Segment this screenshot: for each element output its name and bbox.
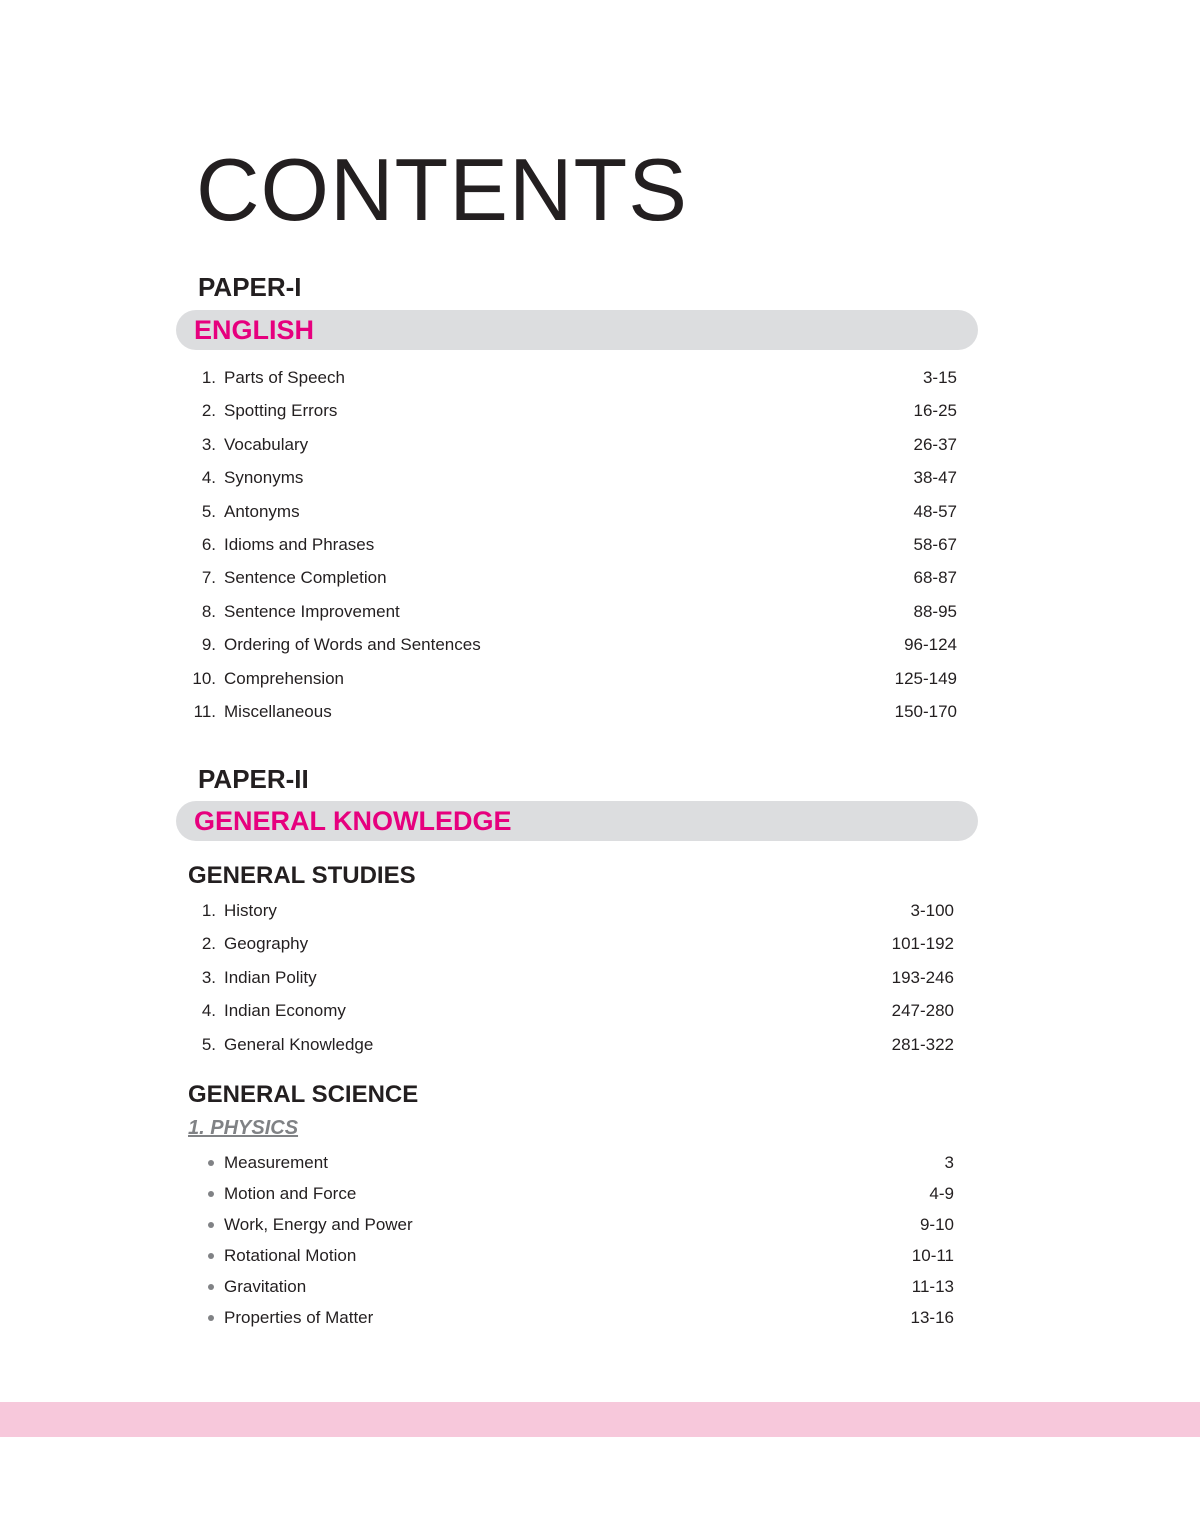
toc-item-number: 1.	[201, 368, 216, 387]
toc-item-title: Ordering of Words and Sentences	[224, 635, 481, 655]
toc-item-title: Sentence Completion	[224, 568, 387, 588]
bullet-icon	[208, 1284, 214, 1290]
toc-row	[192, 428, 957, 461]
toc-row	[204, 1271, 954, 1302]
toc-item-number: 10.	[192, 668, 216, 688]
toc-item-title: Comprehension	[224, 668, 345, 688]
toc-row	[204, 1209, 954, 1240]
toc-item-pages: 10-11	[911, 1246, 954, 1265]
toc-item-number: 5.	[201, 1034, 216, 1054]
toc-item-title: Synonyms	[224, 468, 304, 488]
paper-2-label: PAPER-II	[198, 764, 309, 794]
toc-item-title: Rotational Motion	[224, 1246, 357, 1265]
toc-row	[192, 461, 957, 494]
toc-item-number: 3.	[201, 434, 216, 454]
toc-row	[204, 1240, 954, 1271]
general-studies-toc-list	[192, 894, 954, 1061]
toc-item-pages: 3	[944, 1153, 954, 1172]
toc-item-pages: 150-170	[894, 701, 957, 721]
toc-item-pages: 96-124	[904, 635, 957, 655]
toc-item-title: Gravitation	[224, 1277, 307, 1296]
toc-item-title: Miscellaneous	[224, 701, 332, 721]
toc-item-title: General Knowledge	[224, 1034, 374, 1054]
toc-item-pages: 26-37	[913, 434, 957, 454]
footer-band	[0, 1402, 1200, 1437]
toc-item-title: Vocabulary	[224, 434, 309, 454]
toc-item-pages: 125-149	[894, 668, 957, 688]
toc-item-pages: 13-16	[910, 1308, 954, 1327]
bullet-icon	[208, 1315, 214, 1321]
toc-item-pages: 68-87	[913, 568, 957, 588]
bullet-icon	[208, 1253, 214, 1259]
toc-item-title: Work, Energy and Power	[224, 1215, 413, 1234]
english-toc-list	[192, 361, 957, 728]
toc-row	[192, 662, 957, 695]
toc-item-title: Motion and Force	[224, 1184, 357, 1203]
toc-item-number: 7.	[201, 568, 216, 588]
section-bar-english	[176, 310, 978, 350]
section-title-english: ENGLISH	[194, 315, 315, 345]
toc-item-number: 6.	[201, 534, 216, 554]
toc-row	[192, 927, 954, 960]
general-science-heading: GENERAL SCIENCE	[188, 1081, 419, 1108]
section-title-general-knowledge: GENERAL KNOWLEDGE	[194, 806, 512, 836]
toc-item-number: 3.	[201, 967, 216, 987]
toc-item-title: Sentence Improvement	[224, 601, 400, 621]
toc-item-pages: 58-67	[913, 534, 957, 554]
toc-item-number: 2.	[201, 401, 216, 421]
toc-item-title: History	[224, 901, 277, 920]
toc-item-title: Properties of Matter	[224, 1308, 374, 1327]
toc-item-pages: 193-246	[891, 967, 954, 987]
toc-item-title: Measurement	[224, 1153, 328, 1172]
toc-row	[192, 695, 957, 728]
physics-heading: 1. PHYSICS	[188, 1117, 299, 1139]
paper-1-label: PAPER-I	[198, 272, 302, 302]
toc-item-pages: 4-9	[929, 1184, 954, 1203]
toc-row	[192, 628, 957, 661]
toc-item-number: 1.	[201, 901, 216, 920]
toc-row	[192, 361, 957, 394]
toc-item-pages: 11-13	[911, 1277, 954, 1296]
bullet-icon	[208, 1160, 214, 1166]
toc-item-title: Indian Polity	[224, 967, 317, 987]
toc-item-number: 4.	[201, 1001, 216, 1021]
toc-item-pages: 101-192	[891, 934, 954, 954]
toc-item-title: Indian Economy	[224, 1001, 346, 1021]
toc-item-pages: 247-280	[891, 1001, 954, 1021]
physics-toc-list	[204, 1147, 954, 1333]
general-studies-heading: GENERAL STUDIES	[188, 862, 416, 889]
toc-row	[192, 394, 957, 427]
toc-row	[204, 1147, 954, 1178]
toc-item-number: 4.	[201, 468, 216, 488]
toc-item-pages: 3-100	[910, 901, 954, 920]
toc-row	[192, 994, 954, 1027]
toc-item-pages: 9-10	[919, 1215, 954, 1234]
toc-row	[204, 1178, 954, 1209]
toc-item-pages: 48-57	[913, 501, 957, 521]
toc-item-title: Geography	[224, 934, 309, 954]
toc-item-number: 5.	[201, 501, 216, 521]
bullet-icon	[208, 1191, 214, 1197]
toc-item-number: 8.	[201, 601, 216, 621]
toc-row	[192, 894, 954, 927]
toc-item-title: Antonyms	[224, 501, 300, 521]
toc-row	[192, 1028, 954, 1061]
bullet-icon	[208, 1222, 214, 1228]
toc-item-title: Parts of Speech	[224, 368, 345, 387]
page-title: CONTENTS	[196, 140, 688, 239]
toc-item-title: Spotting Errors	[224, 401, 338, 421]
toc-row	[192, 595, 957, 628]
toc-row	[192, 961, 954, 994]
toc-row	[204, 1302, 954, 1333]
toc-item-pages: 16-25	[913, 401, 957, 421]
toc-item-pages: 38-47	[913, 468, 957, 488]
toc-item-pages: 88-95	[913, 601, 957, 621]
section-bar-general-knowledge	[176, 801, 978, 841]
toc-item-title: Idioms and Phrases	[224, 534, 375, 554]
toc-item-pages: 3-15	[922, 368, 957, 387]
toc-item-pages: 281-322	[891, 1034, 954, 1054]
toc-item-number: 9.	[201, 635, 216, 655]
toc-item-number: 2.	[201, 934, 216, 954]
toc-row	[192, 495, 957, 528]
toc-item-number: 11.	[193, 701, 216, 721]
toc-row	[192, 561, 957, 594]
toc-row	[192, 528, 957, 561]
